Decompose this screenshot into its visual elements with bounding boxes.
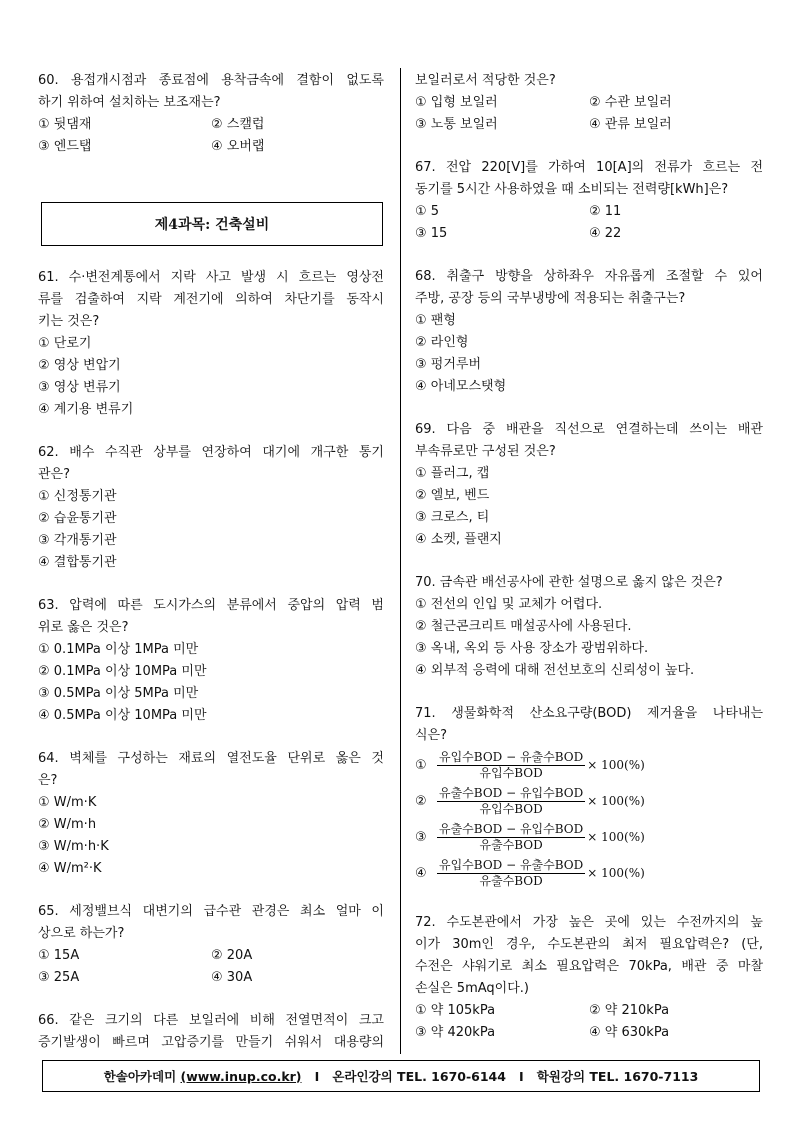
question-66: [38, 1010, 384, 1054]
formula-option: [415, 747, 763, 783]
question-text: 관은?: [38, 467, 71, 482]
option: ③ 크로스, 티: [415, 510, 490, 525]
fraction: [437, 786, 585, 817]
option: ② 철근콘크리트 매설공사에 사용된다.: [415, 619, 632, 634]
section-title: 제4과목: 건축설비: [154, 217, 270, 233]
option: ② 약 210kPa: [589, 1003, 670, 1018]
question-text: 동기를 5시간 사용하였을 때 소비되는 전력량[kWh]은?: [415, 182, 729, 197]
question-text: 60. 용접개시점과 종료점에 용착금속에 결함이 없도록: [38, 73, 384, 88]
fraction: [437, 750, 585, 781]
separator: I: [519, 1068, 524, 1084]
option: ③ 0.5MPa 이상 5MPa 미만: [38, 686, 199, 701]
option: ④ 외부적 응력에 대해 전선보호의 신뢰성이 높다.: [415, 663, 695, 678]
formula-option: [415, 855, 763, 891]
option-number: ①: [415, 757, 427, 773]
option: ② 20A: [211, 948, 253, 963]
option-row: [415, 92, 763, 114]
option: ① 단로기: [38, 336, 92, 351]
question-64: [38, 748, 384, 880]
offline-phone: 학원강의 TEL. 1670-7113: [536, 1069, 699, 1084]
section-title-box: [41, 202, 383, 246]
denominator: 유입수BOD: [479, 765, 543, 780]
question-72: [415, 912, 763, 1044]
question-text: 위로 옳은 것은?: [38, 620, 129, 635]
fraction: [437, 822, 585, 853]
option: ② 라인형: [415, 335, 469, 350]
option-row: [415, 223, 763, 245]
online-phone: 온라인강의 TEL. 1670-6144: [332, 1069, 506, 1084]
question-text: 수전은 샤워기로 최소 필요압력은 70kPa, 배관 중 마찰: [415, 959, 763, 974]
question-68: [415, 266, 763, 398]
question-69: [415, 419, 763, 551]
question-71: [415, 703, 763, 891]
option-row: [38, 967, 384, 989]
option-number: ④: [415, 865, 427, 881]
question-67: [415, 157, 763, 245]
option: ④ 30A: [211, 970, 253, 985]
option: ① 전선의 인입 및 교체가 어렵다.: [415, 597, 603, 612]
right-column: [415, 70, 763, 1044]
option: ① W/m·K: [38, 795, 97, 810]
option: ① 입형 보일러: [415, 95, 498, 110]
question-text: 63. 압력에 따른 도시가스의 분류에서 중압의 압력 범: [38, 598, 384, 613]
question-61: [38, 267, 384, 421]
option-row: [38, 114, 384, 136]
option-row: [38, 945, 384, 967]
question-62: [38, 442, 384, 574]
option: ② 스캘럽: [211, 117, 265, 132]
question-text: 보일러로서 적당한 것은?: [415, 73, 556, 88]
option: ③ 옥내, 옥외 등 사용 장소가 광범위하다.: [415, 641, 649, 656]
option: ③ 엔드탭: [38, 139, 92, 154]
option: ③ 15: [415, 226, 448, 241]
option: ② 0.1MPa 이상 10MPa 미만: [38, 664, 207, 679]
option-row: [415, 1000, 763, 1022]
option: ④ W/m²·K: [38, 861, 102, 876]
denominator: 유입수BOD: [479, 801, 543, 816]
question-text: 하기 위하여 설치하는 보조재는?: [38, 95, 221, 110]
footer-box: [42, 1060, 760, 1092]
question-text: 손실은 5mAq이다.): [415, 981, 529, 996]
question-text: 71. 생물화학적 산소요구량(BOD) 제거율을 나타내는: [415, 706, 763, 721]
question-text: 69. 다음 중 배관을 직선으로 연결하는데 쓰이는 배관: [415, 422, 763, 437]
option: ② 영상 변압기: [38, 358, 121, 373]
separator: I: [314, 1068, 320, 1084]
question-text: 증기발생이 빠르며 고압증기를 만들기 쉬워서 대용량의: [38, 1035, 384, 1050]
option: ① 팬형: [415, 313, 456, 328]
question-text: 72. 수도본관에서 가장 높은 곳에 있는 수전까지의 높: [415, 915, 763, 930]
option: ① 뒷댐재: [38, 117, 92, 132]
option: ③ 25A: [38, 970, 80, 985]
question-text: 61. 수·변전계통에서 지락 사고 발생 시 흐르는 영상전: [38, 270, 384, 285]
website-link[interactable]: (www.inup.co.kr): [180, 1068, 302, 1084]
question-text: 식은?: [415, 728, 448, 743]
question-text: 이가 30m인 경우, 수도본관의 최저 필요압력은? (단,: [415, 937, 763, 952]
formula-option: [415, 783, 763, 819]
column-divider: [400, 68, 401, 1054]
academy-name: 한솔아카데미: [103, 1069, 177, 1084]
question-text: 부속류로만 구성된 것은?: [415, 444, 556, 459]
option-number: ③: [415, 829, 427, 845]
option: ③ 펑거루버: [415, 357, 482, 372]
option: ② 수관 보일러: [589, 95, 672, 110]
option-row: [415, 1022, 763, 1044]
formula-option: [415, 819, 763, 855]
denominator: 유출수BOD: [479, 837, 543, 852]
multiplier: × 100(%): [587, 830, 645, 844]
option: ③ 영상 변류기: [38, 380, 121, 395]
multiplier: × 100(%): [587, 758, 645, 772]
question-text: 66. 같은 크기의 다른 보일러에 비해 전열면적이 크고: [38, 1013, 384, 1028]
question-text: 키는 것은?: [38, 314, 100, 329]
multiplier: × 100(%): [587, 866, 645, 880]
option-number: ②: [415, 793, 427, 809]
option: ③ W/m·h·K: [38, 839, 109, 854]
numerator: 유출수BOD − 유입수BOD: [439, 785, 584, 800]
option: ④ 아네모스탯형: [415, 379, 507, 394]
question-66-continued: [415, 70, 763, 136]
denominator: 유출수BOD: [479, 873, 543, 888]
question-text: 상으로 하는가?: [38, 926, 125, 941]
option: ② 엘보, 벤드: [415, 488, 490, 503]
question-text: 68. 취출구 방향을 상하좌우 자유롭게 조절할 수 있어: [415, 269, 763, 284]
option: ④ 관류 보일러: [589, 117, 672, 132]
question-text: 62. 배수 수직관 상부를 연장하여 대기에 개구한 통기: [38, 445, 384, 460]
question-70: [415, 572, 763, 682]
question-text: 은?: [38, 773, 58, 788]
option: ② 11: [589, 204, 622, 219]
option: ① 신정통기관: [38, 489, 117, 504]
question-text: 67. 전압 220[V]를 가하여 10[A]의 전류가 흐르는 전: [415, 160, 763, 175]
option: ③ 노통 보일러: [415, 117, 498, 132]
option: ① 플러그, 캡: [415, 466, 490, 481]
numerator: 유입수BOD − 유출수BOD: [439, 749, 584, 764]
question-60: [38, 70, 384, 158]
question-text: 류를 검출하여 지락 계전기에 의하여 차단기를 동작시: [38, 292, 384, 307]
option-row: [415, 201, 763, 223]
option: ② W/m·h: [38, 817, 97, 832]
option: ④ 결합통기관: [38, 555, 117, 570]
option-row: [38, 136, 384, 158]
option: ① 15A: [38, 948, 80, 963]
question-63: [38, 595, 384, 727]
option: ④ 0.5MPa 이상 10MPa 미만: [38, 708, 207, 723]
fraction: [437, 858, 585, 889]
option: ② 습윤통기관: [38, 511, 117, 526]
option: ④ 오버랩: [211, 139, 265, 154]
option: ③ 약 420kPa: [415, 1025, 496, 1040]
left-column: [38, 70, 384, 1054]
option: ① 약 105kPa: [415, 1003, 496, 1018]
question-text: 70. 금속관 배선공사에 관한 설명으로 옳지 않은 것은?: [415, 575, 723, 590]
option: ③ 각개통기관: [38, 533, 117, 548]
option: ① 5: [415, 204, 440, 219]
option: ④ 약 630kPa: [589, 1025, 670, 1040]
option-row: [415, 114, 763, 136]
multiplier: × 100(%): [587, 794, 645, 808]
option: ④ 소켓, 플랜지: [415, 532, 502, 547]
numerator: 유출수BOD − 유입수BOD: [439, 821, 584, 836]
question-65: [38, 901, 384, 989]
numerator: 유입수BOD − 유출수BOD: [439, 857, 584, 872]
option: ④ 22: [589, 226, 622, 241]
option: ① 0.1MPa 이상 1MPa 미만: [38, 642, 199, 657]
option: ④ 계기용 변류기: [38, 402, 134, 417]
question-text: 65. 세정밸브식 대변기의 급수관 관경은 최소 얼마 이: [38, 904, 384, 919]
question-text: 64. 벽체를 구성하는 재료의 열전도율 단위로 옳은 것: [38, 751, 384, 766]
question-text: 주방, 공장 등의 국부냉방에 적용되는 취출구는?: [415, 291, 686, 306]
